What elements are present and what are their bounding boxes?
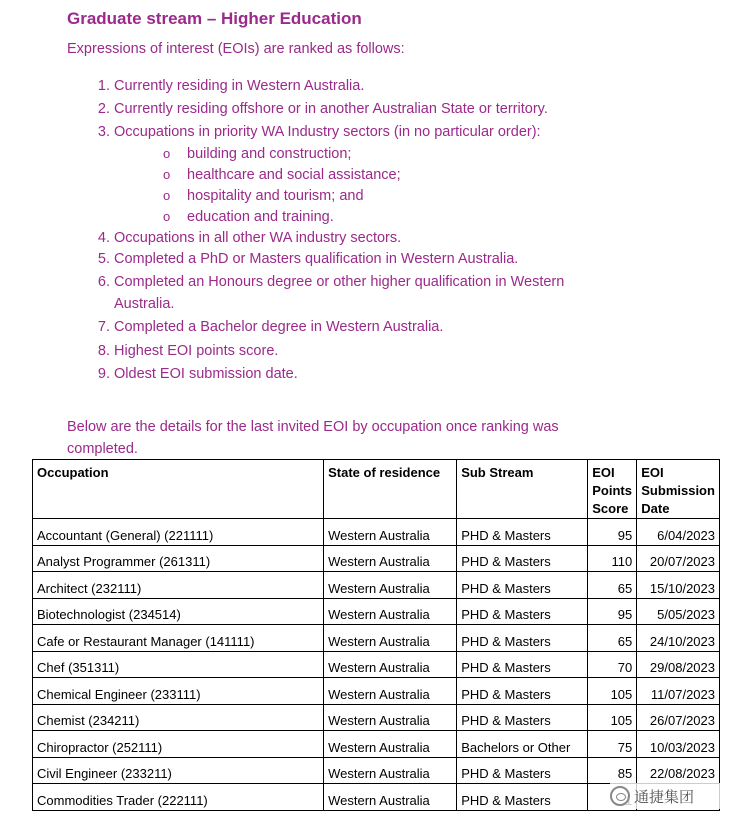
- sector-text: education and training.: [187, 209, 334, 225]
- cell-occupation: Biotechnologist (234514): [33, 598, 324, 625]
- cell-substream: PHD & Masters: [457, 651, 588, 678]
- ranking-number: 8.: [97, 343, 110, 359]
- ranking-text: Occupations in all other WA industry sectors.: [114, 230, 402, 246]
- cell-date: 29/08/2023: [637, 651, 720, 678]
- cell-state: Western Australia: [324, 757, 457, 784]
- cell-date: 11/07/2023: [637, 678, 720, 705]
- cell-state: Western Australia: [324, 651, 457, 678]
- cell-date: 5/05/2023: [637, 598, 720, 625]
- cell-state: Western Australia: [324, 704, 457, 731]
- cell-points: 105: [588, 704, 637, 731]
- cell-date: 6/04/2023: [637, 519, 720, 546]
- cell-occupation: Chemical Engineer (233111): [33, 678, 324, 705]
- table-row: [33, 731, 720, 758]
- sector-text: building and construction;: [187, 146, 352, 162]
- table-row: [33, 757, 720, 784]
- table-row: [33, 572, 720, 599]
- ranking-text: Occupations in priority WA Industry sectors (in no particular order):: [114, 124, 541, 140]
- cell-points: 85: [588, 757, 637, 784]
- table-row: [33, 651, 720, 678]
- cell-substream: PHD & Masters: [457, 678, 588, 705]
- wechat-icon: [610, 786, 630, 806]
- cell-substream: PHD & Masters: [457, 704, 588, 731]
- cell-points: 105: [588, 678, 637, 705]
- header-occupation: Occupation: [33, 460, 324, 519]
- cell-date: 10/03/2023: [637, 731, 720, 758]
- cell-occupation: Commodities Trader (222111): [33, 784, 324, 811]
- cell-substream: PHD & Masters: [457, 572, 588, 599]
- ranking-number: 3.: [97, 124, 110, 140]
- cell-occupation: Cafe or Restaurant Manager (141111): [33, 625, 324, 652]
- cell-points: 65: [588, 572, 637, 599]
- watermark-text: 通捷集团: [634, 788, 695, 806]
- sector-text: hospitality and tourism; and: [187, 188, 364, 204]
- bullet-icon: o: [163, 146, 171, 161]
- page-title: Graduate stream – Higher Education: [67, 9, 362, 28]
- cell-substream: Bachelors or Other: [457, 731, 588, 758]
- ranking-text: Oldest EOI submission date.: [114, 366, 298, 382]
- cell-date: 24/10/2023: [637, 625, 720, 652]
- table-row: [33, 519, 720, 546]
- cell-state: Western Australia: [324, 519, 457, 546]
- cell-state: Western Australia: [324, 784, 457, 811]
- cell-occupation: Civil Engineer (233211): [33, 757, 324, 784]
- header-substream: Sub Stream: [457, 460, 588, 519]
- cell-date: 22/08/2023: [637, 757, 720, 784]
- cell-date: 15/10/2023: [637, 572, 720, 599]
- cell-substream: PHD & Masters: [457, 519, 588, 546]
- eoi-table: [32, 459, 720, 811]
- cell-occupation: Accountant (General) (221111): [33, 519, 324, 546]
- ranking-number: 1.: [97, 78, 110, 94]
- cell-points: 70: [588, 651, 637, 678]
- cell-state: Western Australia: [324, 625, 457, 652]
- ranking-text: Completed a PhD or Masters qualification in Western Australia.: [114, 251, 519, 267]
- cell-state: Western Australia: [324, 731, 457, 758]
- cell-points: 65: [588, 625, 637, 652]
- table-row: [33, 704, 720, 731]
- cell-substream: PHD & Masters: [457, 757, 588, 784]
- cell-date: 26/07/2023: [637, 704, 720, 731]
- cell-substream: PHD & Masters: [457, 784, 588, 811]
- header-state: State of residence: [324, 460, 457, 519]
- table-intro-text: Below are the details for the last invited EOI by occupation once ranking was completed.: [67, 419, 559, 457]
- watermark: [610, 783, 722, 809]
- cell-state: Western Australia: [324, 598, 457, 625]
- cell-substream: PHD & Masters: [457, 598, 588, 625]
- ranking-number: 6.: [97, 274, 110, 290]
- ranking-number: 4.: [97, 230, 110, 246]
- table-row: [33, 545, 720, 572]
- cell-substream: PHD & Masters: [457, 545, 588, 572]
- table-row: [33, 678, 720, 705]
- cell-state: Western Australia: [324, 678, 457, 705]
- cell-points: 110: [588, 545, 637, 572]
- table-row: [33, 598, 720, 625]
- ranking-number: 2.: [97, 101, 110, 117]
- cell-state: Western Australia: [324, 572, 457, 599]
- cell-date: 20/07/2023: [637, 545, 720, 572]
- bullet-icon: o: [163, 188, 171, 203]
- ranking-text: Completed a Bachelor degree in Western Australia.: [114, 319, 444, 335]
- ranking-number: 5.: [97, 251, 110, 267]
- ranking-number: 9.: [97, 366, 110, 382]
- cell-occupation: Analyst Programmer (261311): [33, 545, 324, 572]
- header-date: EOI Submission Date: [637, 460, 720, 519]
- ranking-text: Currently residing in Western Australia.: [114, 78, 365, 94]
- bullet-icon: o: [163, 209, 171, 224]
- intro-text: Expressions of interest (EOIs) are ranked as follows:: [67, 41, 405, 57]
- cell-occupation: Architect (232111): [33, 572, 324, 599]
- cell-points: 95: [588, 519, 637, 546]
- table-row: [33, 625, 720, 652]
- ranking-text: Highest EOI points score.: [114, 343, 279, 359]
- cell-points: 75: [588, 731, 637, 758]
- cell-occupation: Chemist (234211): [33, 704, 324, 731]
- ranking-text: Currently residing offshore or in another Australian State or territory.: [114, 101, 548, 117]
- table-header-row: [33, 460, 720, 519]
- cell-state: Western Australia: [324, 545, 457, 572]
- ranking-text: Completed an Honours degree or other higher qualification in Western Australia.: [114, 274, 565, 312]
- cell-points: 95: [588, 598, 637, 625]
- header-points: EOI Points Score: [588, 460, 637, 519]
- ranking-number: 7.: [97, 319, 110, 335]
- cell-occupation: Chiropractor (252111): [33, 731, 324, 758]
- cell-occupation: Chef (351311): [33, 651, 324, 678]
- bullet-icon: o: [163, 167, 171, 182]
- sector-text: healthcare and social assistance;: [187, 167, 401, 183]
- cell-substream: PHD & Masters: [457, 625, 588, 652]
